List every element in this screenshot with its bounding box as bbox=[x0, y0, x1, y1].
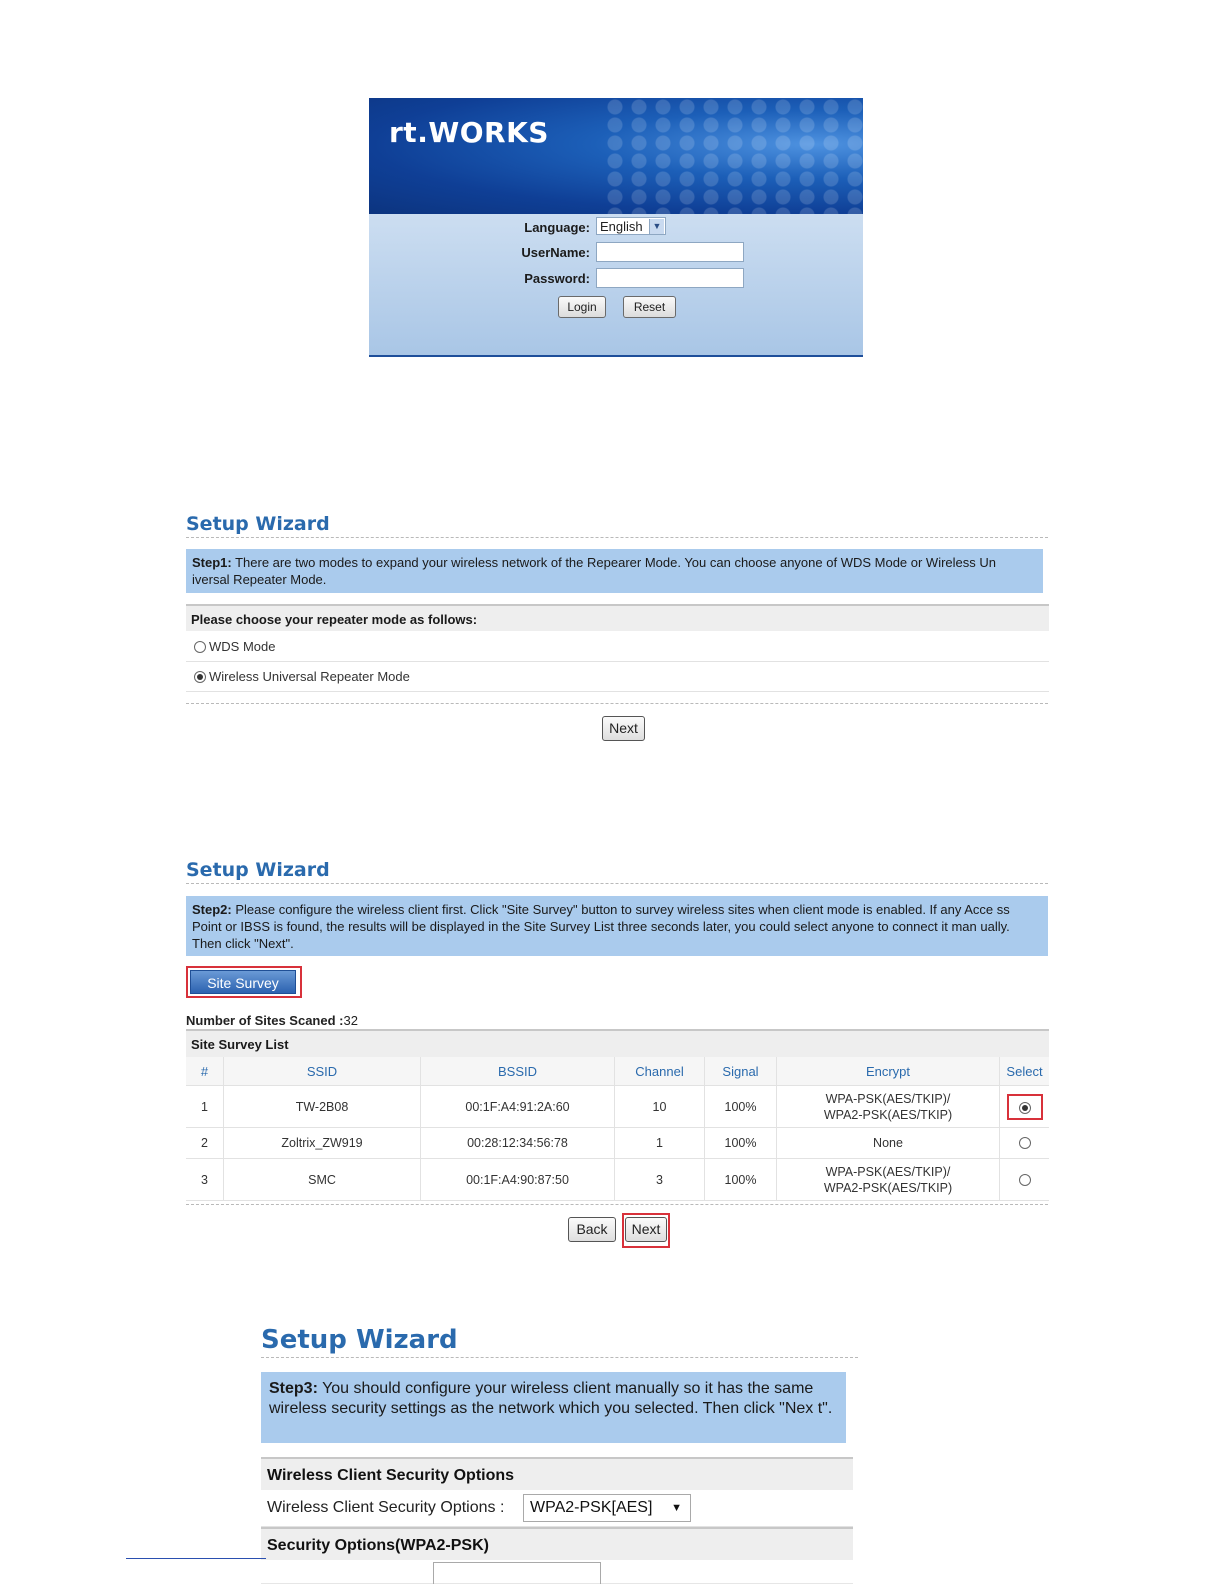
repeater-mode-header: Please choose your repeater mode as follows: bbox=[186, 604, 1049, 631]
security-options-label: Wireless Client Security Options : bbox=[267, 1499, 505, 1516]
login-banner bbox=[369, 98, 863, 214]
wur-mode-label: Wireless Universal Repeater Mode bbox=[209, 669, 410, 684]
wds-mode-radio[interactable] bbox=[194, 641, 206, 653]
table-header-row bbox=[186, 1057, 1049, 1086]
row-ssid: SMC bbox=[224, 1159, 421, 1201]
site-survey-table bbox=[186, 1057, 1049, 1201]
sites-scanned bbox=[186, 1013, 358, 1028]
row-signal: 100% bbox=[705, 1128, 777, 1159]
row-select-radio[interactable] bbox=[1019, 1174, 1031, 1186]
row-encrypt bbox=[777, 1159, 1000, 1201]
username-label: UserName: bbox=[521, 245, 590, 260]
row-encrypt-line2: WPA2-PSK(AES/TKIP) bbox=[823, 1107, 953, 1122]
wizard3-title-divider bbox=[261, 1357, 858, 1358]
col-signal: Signal bbox=[705, 1057, 777, 1086]
wizard1-step-label: Step1: bbox=[192, 555, 232, 570]
language-value: English bbox=[600, 219, 643, 234]
table-row bbox=[186, 1159, 1049, 1201]
row-bssid: 00:1F:A4:91:2A:60 bbox=[421, 1086, 615, 1128]
partial-input[interactable] bbox=[433, 1562, 601, 1584]
col-channel: Channel bbox=[615, 1057, 705, 1086]
row-channel: 1 bbox=[615, 1128, 705, 1159]
banner-pattern bbox=[603, 98, 863, 214]
row-encrypt bbox=[777, 1128, 1000, 1159]
sites-scanned-label: Number of Sites Scaned : bbox=[186, 1013, 344, 1028]
table-row bbox=[186, 1128, 1049, 1159]
wizard2-next-button[interactable]: Next bbox=[625, 1217, 667, 1242]
row-select-cell bbox=[1000, 1086, 1050, 1128]
reset-button[interactable]: Reset bbox=[623, 296, 676, 318]
row-encrypt-line1: WPA-PSK(AES/TKIP)/ bbox=[825, 1091, 951, 1106]
wds-mode-label: WDS Mode bbox=[209, 639, 276, 654]
wur-mode-row[interactable] bbox=[186, 662, 1049, 692]
col-encrypt: Encrypt bbox=[777, 1057, 1000, 1086]
col-select: Select bbox=[1000, 1057, 1050, 1086]
password-row bbox=[369, 268, 863, 290]
login-panel bbox=[369, 98, 863, 357]
brand-logo: rt.WORKS bbox=[389, 116, 549, 149]
wizard2-title-divider bbox=[186, 883, 1048, 884]
col-ssid: SSID bbox=[224, 1057, 421, 1086]
row-select-radio[interactable] bbox=[1019, 1102, 1031, 1114]
row-encrypt-line1: None bbox=[873, 1136, 903, 1150]
row-num: 3 bbox=[186, 1159, 224, 1201]
login-button[interactable]: Login bbox=[558, 296, 606, 318]
username-input[interactable] bbox=[596, 242, 744, 262]
wizard1-step-text: There are two modes to expand your wireless network of the Repearer Mode. You can choose anyone of WDS Mode or Wireless Un iversal Repeater Mode. bbox=[192, 555, 996, 587]
col-bssid: BSSID bbox=[421, 1057, 615, 1086]
row-select-radio[interactable] bbox=[1019, 1137, 1031, 1149]
footnote-rule bbox=[126, 1558, 266, 1559]
wur-mode-radio[interactable] bbox=[194, 671, 206, 683]
wizard3-title: Setup Wizard bbox=[261, 1325, 458, 1355]
site-survey-button[interactable]: Site Survey bbox=[190, 970, 296, 994]
row-channel: 3 bbox=[615, 1159, 705, 1201]
wizard2-title: Setup Wizard bbox=[186, 859, 330, 881]
row-bssid: 00:1F:A4:90:87:50 bbox=[421, 1159, 615, 1201]
row-select-cell bbox=[1000, 1159, 1050, 1201]
language-row bbox=[369, 217, 863, 239]
wizard1-step-info bbox=[186, 549, 1043, 593]
security-options-row bbox=[261, 1490, 853, 1527]
wizard1-bottom-divider bbox=[186, 703, 1048, 704]
wizard1-title: Setup Wizard bbox=[186, 513, 330, 535]
row-channel: 10 bbox=[615, 1086, 705, 1128]
wizard2-step-info bbox=[186, 896, 1048, 956]
wizard3-step-info bbox=[261, 1372, 846, 1443]
security-options-wpa2-header: Security Options(WPA2-PSK) bbox=[261, 1527, 853, 1560]
row-signal: 100% bbox=[705, 1159, 777, 1201]
wizard1-next-button[interactable]: Next bbox=[602, 716, 645, 741]
row-encrypt-line1: WPA-PSK(AES/TKIP)/ bbox=[825, 1164, 951, 1179]
row-signal: 100% bbox=[705, 1086, 777, 1128]
wizard3-step-text: You should configure your wireless client manually so it has the same wireless security settings as the network which you selected. Then click "Nex t". bbox=[269, 1380, 833, 1417]
table-row bbox=[186, 1086, 1049, 1128]
wizard3-step-label: Step3: bbox=[269, 1380, 318, 1397]
chevron-down-icon[interactable]: ▼ bbox=[649, 219, 664, 234]
wizard2-back-button[interactable]: Back bbox=[568, 1217, 616, 1242]
wizard2-step-text: Please configure the wireless client first. Click "Site Survey" button to survey wireless sites when client mode is enabled. If any Acce ss Point or IBSS is found, the results will be displayed in the Site Survey List three seconds later, you could select anyone to connect it man ually. Then click "Next". bbox=[192, 902, 1010, 951]
row-select-cell bbox=[1000, 1128, 1050, 1159]
password-input[interactable] bbox=[596, 268, 744, 288]
dropdown-arrow-icon[interactable]: ▼ bbox=[671, 1502, 682, 1514]
site-survey-list-title: Site Survey List bbox=[186, 1029, 1049, 1057]
language-select[interactable] bbox=[596, 217, 666, 235]
selected-row-highlight bbox=[1007, 1094, 1043, 1120]
wizard2-step-label: Step2: bbox=[192, 902, 232, 917]
row-ssid: TW-2B08 bbox=[224, 1086, 421, 1128]
security-options-select[interactable] bbox=[523, 1494, 691, 1522]
sites-scanned-value: 32 bbox=[343, 1013, 358, 1028]
row-num: 1 bbox=[186, 1086, 224, 1128]
wizard2-bottom-divider bbox=[186, 1204, 1048, 1205]
row-ssid: Zoltrix_ZW919 bbox=[224, 1128, 421, 1159]
row-encrypt bbox=[777, 1086, 1000, 1128]
password-label: Password: bbox=[524, 271, 590, 286]
security-options-value: WPA2-PSK[AES] bbox=[530, 1499, 653, 1516]
row-encrypt-line2: WPA2-PSK(AES/TKIP) bbox=[823, 1180, 953, 1195]
row-bssid: 00:28:12:34:56:78 bbox=[421, 1128, 615, 1159]
wireless-client-security-header: Wireless Client Security Options bbox=[261, 1457, 853, 1490]
username-row bbox=[369, 242, 863, 264]
col-num: # bbox=[186, 1057, 224, 1086]
security-options-row-partial bbox=[261, 1560, 853, 1584]
wizard1-title-divider bbox=[186, 537, 1048, 538]
wds-mode-row[interactable] bbox=[186, 632, 1049, 662]
language-label: Language: bbox=[524, 220, 590, 235]
row-num: 2 bbox=[186, 1128, 224, 1159]
